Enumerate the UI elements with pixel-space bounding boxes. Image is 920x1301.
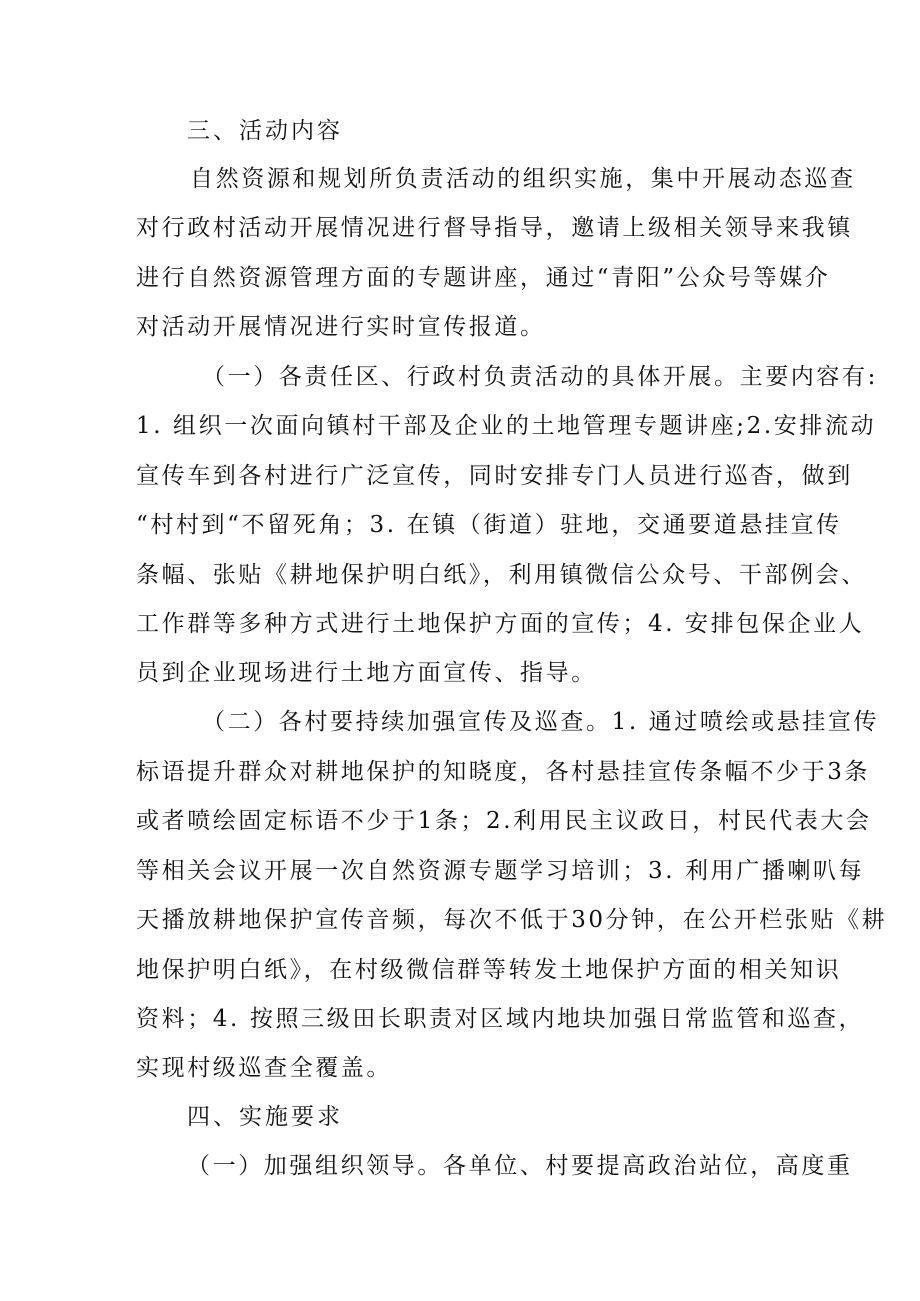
paragraph-line: “村村到“不留死角；3. 在镇（街道）驻地，交通要道悬挂宣传: [136, 512, 842, 538]
paragraph-line: （一）加强组织领导。各单位、村要提高政治站位，高度重: [187, 1153, 853, 1179]
section-heading-requirements: 四、实施要求: [187, 1104, 343, 1130]
paragraph-line: 标语提升群众对耕地保护的知晓度，各村悬挂宣传条幅不少于3条: [136, 759, 871, 785]
paragraph-line: 条幅、张贴《耕地保护明白纸》，利用镇微信公众号、干部例会、: [136, 562, 867, 588]
paragraph-line: 1. 组织一次面向镇村干部及企业的土地管理专题讲座;2.安排流动: [136, 413, 877, 439]
paragraph-line: 工作群等多种方式进行土地保护方面的宣传；4. 安排包保企业人: [136, 611, 865, 637]
paragraph-line: 天播放耕地保护宣传音频，每次不低于30分钟，在公开栏张贴《耕: [136, 907, 888, 933]
paragraph-line: 等相关会议开展一次自然资源专题学习培训；3. 利用广播喇叭每: [136, 858, 865, 884]
paragraph-line: （二）各村要持续加强宣传及巡查。1. 通过喷绘或悬挂宣传: [202, 709, 880, 735]
paragraph-line: 资料；4. 按照三级田长职责对区域内地块加强日常监管和巡查，: [136, 1006, 865, 1032]
paragraph-line: 或者喷绘固定标语不少于1条；2.利用民主议政日，村民代表大会: [136, 808, 872, 834]
paragraph-line: 自然资源和规划所负责活动的组织实施，集中开展动态巡查: [190, 166, 856, 192]
section-heading-activities: 三、活动内容: [187, 118, 343, 144]
paragraph-line: 地保护明白纸》，在村级微信群等转发土地保护方面的相关知识: [136, 957, 842, 983]
paragraph-line: 对活动开展情况进行实时宣传报道。: [136, 314, 546, 340]
paragraph-line: 进行自然资源管理方面的专题讲座，通过“青阳”公众号等媒介: [136, 265, 831, 291]
paragraph-line: 对行政村活动开展情况进行督导指导，邀请上级相关领导来我镇: [136, 215, 853, 241]
paragraph-line: 宣传车到各村进行广泛宣传，同时安排专门人员进行巡杳，做到: [136, 463, 853, 489]
paragraph-line: 实现村级巡查全覆盖。: [136, 1055, 392, 1081]
paragraph-line: （一）各责任区、行政村负责活动的具体开展。主要内容有:: [202, 364, 878, 390]
paragraph-line: 员到企业现场进行土地方面宣传、指导。: [136, 660, 597, 686]
